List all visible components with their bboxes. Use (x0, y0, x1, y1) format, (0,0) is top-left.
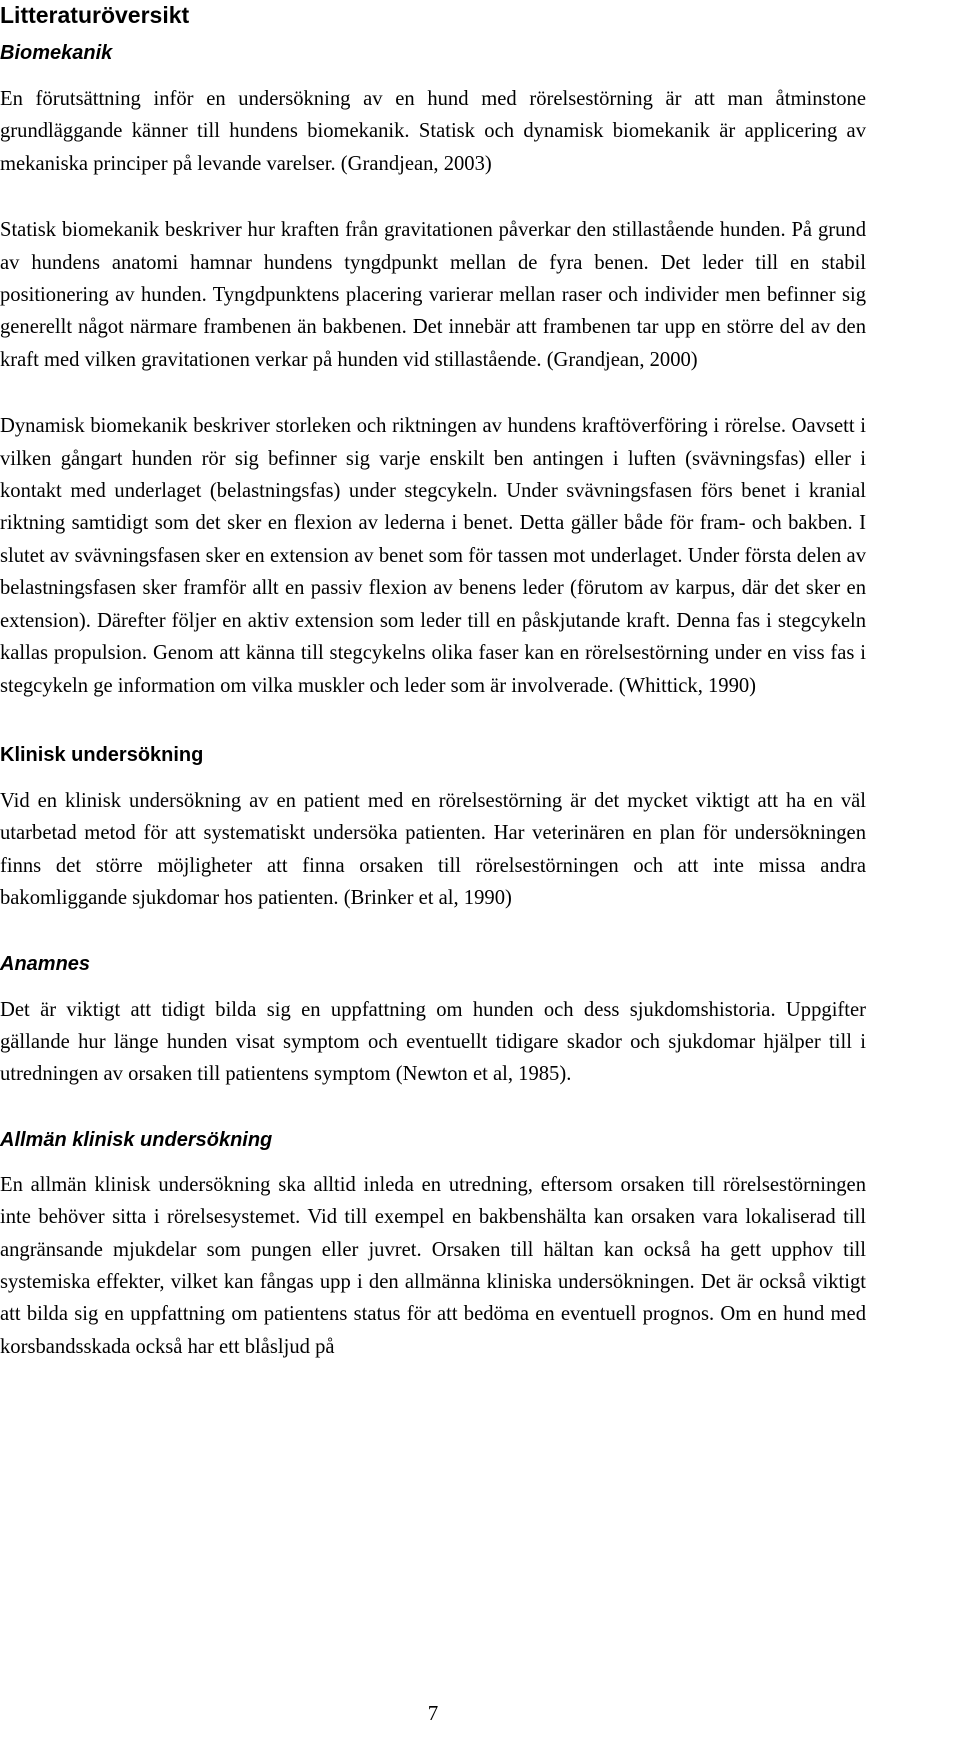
section-heading-biomekanik: Biomekanik (0, 42, 113, 64)
paragraph-dynamisk-biomekanik: Dynamisk biomekanik beskriver storleken och riktningen av hundens kraftöverföring i rörelse. Oavsett i vilken gångart hunden rör sig befinner sig varje enskilt ben antingen i luften (svävningsfas) eller i kontakt med underlaget (belastningsfas) under stegcykeln. Under svävningsfasen förs benet i kranial riktning samtidigt som det sker en flexion av lederna i benet. Detta gäller både för fram- och bakben. I slutet av svävningsfasen sker en extension av benet som för tassen mot underlaget. Under första delen av belastningsfasen sker framför allt en passiv flexion av benens leder (förutom av karpus, där det sker en extension). Därefter följer en aktiv extension som leder till en påskjutande kraft. Denna fas i stegcykeln kallas propulsion. Genom att känna till stegcykelns olika faser kan en rörelsestörning under en viss fas i stegcykeln ge information om vilka muskler och leder som är involverade. (Whittick, 1990) (0, 415, 866, 697)
page-title: Litteraturöversikt (0, 2, 190, 28)
paragraph-biomekanik-intro: En förutsättning inför en undersökning av en hund med rörelsestörning är att man åtminstone grundläggande känner till hundens biomekanik. Statisk och dynamisk biomekanik är applicering av mekaniska principer på levande varelser. (Grandjean, 2003) (0, 88, 866, 175)
page-number: 7 (427, 1701, 439, 1725)
paragraph-allman-klinisk-undersokning: En allmän klinisk undersökning ska alltid inleda en utredning, eftersom orsaken till rörelsestörningen inte behöver sitta i rörelsesystemet. Vid till exempel en bakbenshälta kan orsaken vara lokaliserad till angränsande mjukdelar som pungen eller juvret. Orsaken till hältan kan också ha gett upphov till systemiska effekter, vilket kan fångas upp i den allmänna kliniska undersökningen. Det är också viktigt att bilda sig en uppfattning om patientens status för att bedöma en eventuell prognos. Om en hund med korsbandsskada också har ett blåsljud på (0, 1173, 866, 1358)
section-heading-anamnes: Anamnes (0, 952, 91, 975)
paragraph-statisk-biomekanik: Statisk biomekanik beskriver hur kraften från gravitationen påverkar den stillastående hunden. På grund av hundens anatomi hamnar hundens tyngdpunkt mellan de fyra benen. Det leder till en stabil positionering av hunden. Tyngdpunktens placering varierar mellan raser och individer men befinner sig generellt något närmare frambenen än bakbenen. Det innebär att frambenen tar upp en större del av den kraft med vilken gravitationen verkar på hunden vid stillastående. (Grandjean, 2000) (0, 219, 866, 371)
paragraph-anamnes: Det är viktigt att tidigt bilda sig en uppfattning om hunden och dess sjukdomshistoria. Uppgifter gällande hur länge hunden visat symptom och eventuellt tidigare skador och sjukdomar hjälper till i utredningen av orsaken till patientens symptom (Newton et al, 1985). (0, 998, 866, 1086)
section-heading-allman-klinisk-undersokning: Allmän klinisk undersökning (0, 1128, 273, 1151)
paragraph-klinisk-undersokning: Vid en klinisk undersökning av en patient med en rörelsestörning är det mycket viktigt att ha en väl utarbetad metod för att systematiskt undersöka patienten. Har veterinären en plan för undersökningen finns det större möjligheter att finna orsaken till rörelsestörningen och att inte missa andra bakomliggande sjukdomar hos patienten. (Brinker et al, 1990) (0, 789, 866, 910)
section-heading-klinisk-undersokning: Klinisk undersökning (0, 743, 204, 766)
